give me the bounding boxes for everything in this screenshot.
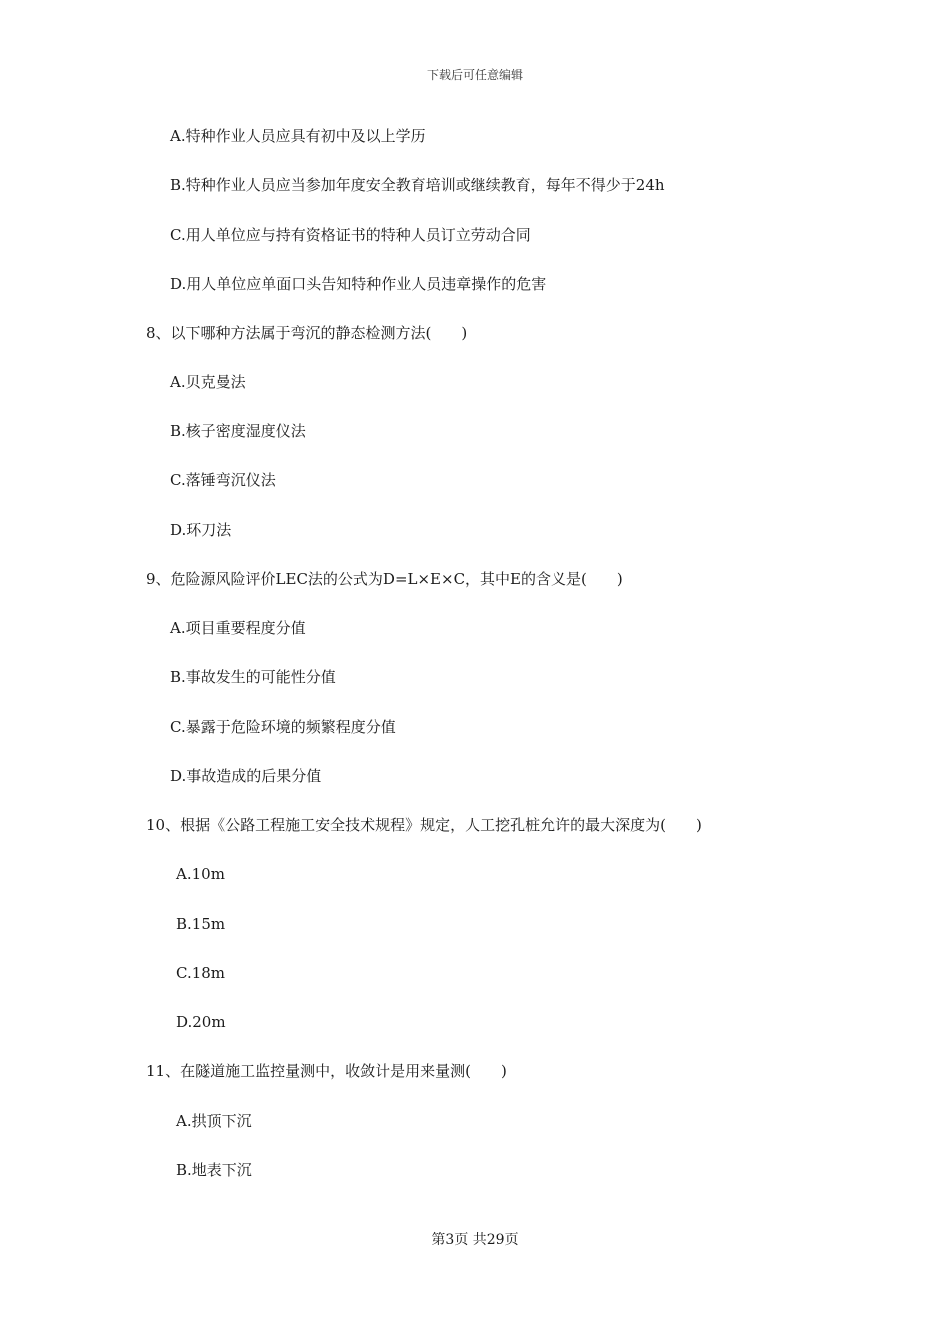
option-prev-d: D.用人单位应单面口头告知特种作业人员违章操作的危害	[170, 275, 547, 293]
option-prev-c: C.用人单位应与持有资格证书的特种人员订立劳动合同	[170, 226, 531, 244]
question-8-stem: 8、以下哪种方法属于弯沉的静态检测方法( )	[146, 324, 468, 342]
question-9-option-b: B.事故发生的可能性分值	[170, 668, 336, 686]
question-8-option-a: A.贝克曼法	[170, 373, 246, 391]
question-9-option-c: C.暴露于危险环境的频繁程度分值	[170, 718, 396, 736]
question-8-option-b: B.核子密度湿度仪法	[170, 422, 306, 440]
option-prev-b: B.特种作业人员应当参加年度安全教育培训或继续教育，每年不得少于24h	[170, 176, 665, 194]
question-8-option-c: C.落锤弯沉仪法	[170, 471, 276, 489]
question-10-stem: 10、根据《公路工程施工安全技术规程》规定，人工挖孔桩允许的最大深度为( )	[146, 816, 702, 834]
question-11-option-b: B.地表下沉	[176, 1161, 252, 1179]
question-9-stem: 9、危险源风险评价LEC法的公式为D=L×E×C，其中E的含义是( )	[146, 570, 623, 588]
option-prev-a: A.特种作业人员应具有初中及以上学历	[170, 127, 426, 145]
page-header: 下载后可任意编辑	[426, 68, 523, 82]
question-10-option-b: B.15m	[176, 915, 226, 933]
question-8-option-d: D.环刀法	[170, 521, 232, 539]
page-footer: 第3页 共29页	[431, 1232, 519, 1248]
question-9-option-a: A.项目重要程度分值	[170, 619, 306, 637]
question-10-option-d: D.20m	[176, 1013, 226, 1031]
question-11-stem: 11、在隧道施工监控量测中，收敛计是用来量测( )	[146, 1062, 507, 1080]
question-11-option-a: A.拱顶下沉	[176, 1112, 252, 1130]
question-9-option-d: D.事故造成的后果分值	[170, 767, 322, 785]
question-10-option-a: A.10m	[176, 865, 225, 883]
question-10-option-c: C.18m	[176, 964, 226, 982]
